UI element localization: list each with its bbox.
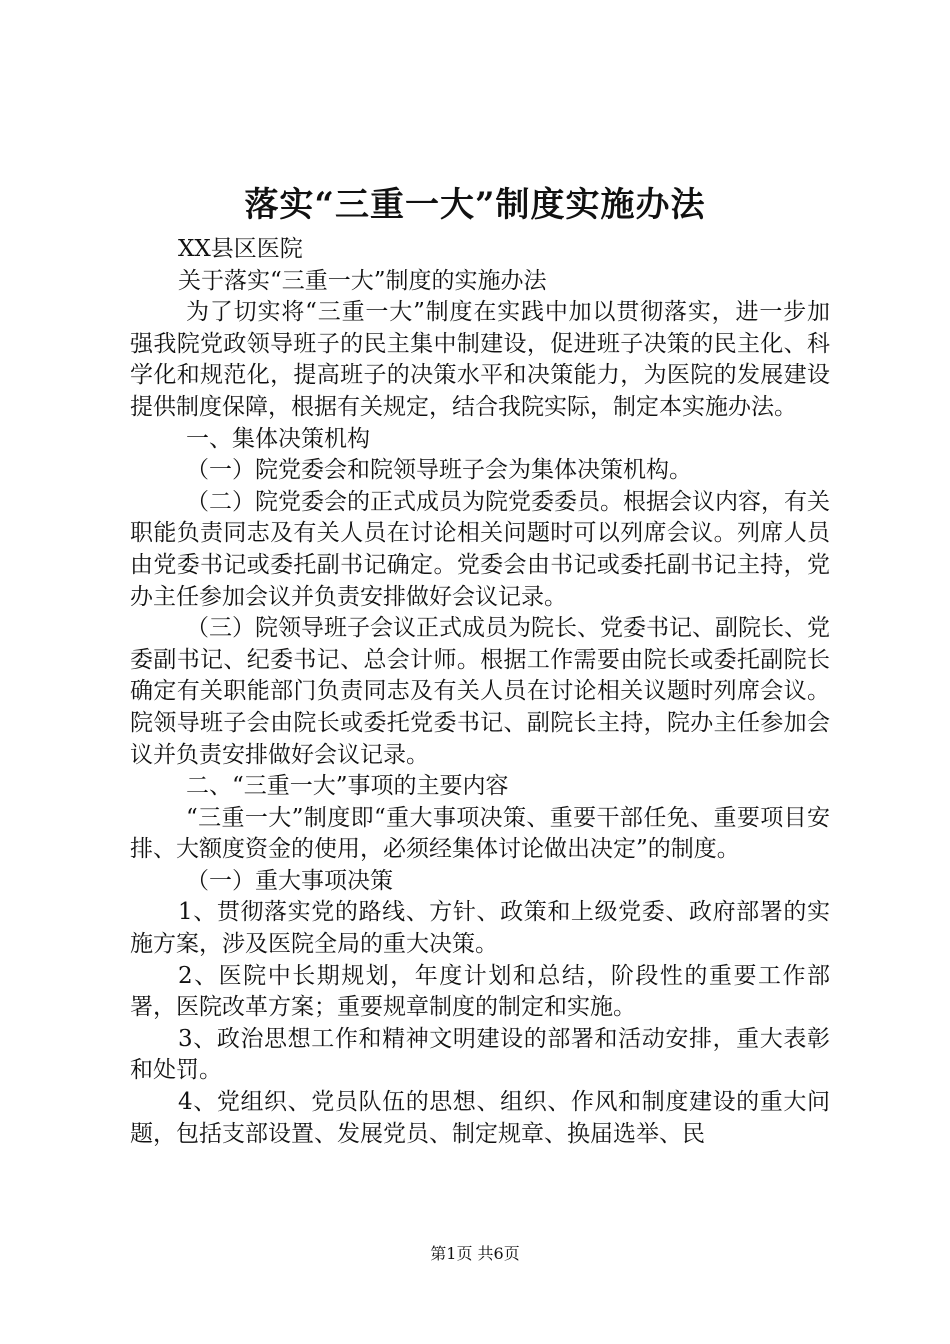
paragraph: （二）院党委会的正式成员为院党委委员。根据会议内容，有关职能负责同志及有关人员在讨论相关问题时可以列席会议。列席人员由党委书记或委托副书记确定。党委会由书记或委托副书记主持，党办主任参加会议并负责安排做好会议记录。 bbox=[130, 488, 830, 610]
document-title: 落实“三重一大”制度实施办法 bbox=[244, 185, 706, 225]
paragraph: XX县区医院 bbox=[178, 236, 303, 262]
page-number-footer: 第1页 共6页 bbox=[430, 1244, 520, 1263]
paragraph: “三重一大”制度即“重大事项决策、重要干部任免、重要项目安排、大额度资金的使用，必须经集体讨论做出决定”的制度。 bbox=[130, 804, 830, 863]
paragraph: （三）院领导班子会议正式成员为院长、党委书记、副院长、党委副书记、纪委书记、总会计师。根据工作需要由院长或委托副院长确定有关职能部门负责同志及有关人员在讨论相关议题时列席会议。院领导班子会由院长或委托党委书记、副院长主持，院办主任参加会议并负责安排做好会议记录。 bbox=[130, 615, 830, 768]
document-body bbox=[130, 234, 830, 1150]
subsection-heading: （一）重大事项决策 bbox=[186, 867, 393, 894]
list-item: 2、医院中长期规划，年度计划和总结，阶段性的重要工作部署，医院改革方案；重要规章制度的制定和实施。 bbox=[130, 962, 830, 1021]
section-heading: 一、集体决策机构 bbox=[186, 425, 370, 452]
list-item: 3、政治思想工作和精神文明建设的部署和活动安排，重大表彰和处罚。 bbox=[130, 1025, 830, 1084]
paragraph: （一）院党委会和院领导班子会为集体决策机构。 bbox=[186, 457, 692, 484]
paragraph: 关于落实“三重一大”制度的实施办法 bbox=[178, 267, 547, 294]
paragraph: 为了切实将“三重一大”制度在实践中加以贯彻落实，进一步加强我院党政领导班子的民主集中制建设，促进班子决策的民主化、科学化和规范化，提高班子的决策水平和决策能力，为医院的发展建设提供制度保障，根据有关规定，结合我院实际，制定本实施办法。 bbox=[130, 299, 830, 420]
list-item: 1、贯彻落实党的路线、方针、政策和上级党委、政府部署的实施方案，涉及医院全局的重大决策。 bbox=[130, 899, 830, 958]
section-heading: 二、“三重一大”事项的主要内容 bbox=[186, 773, 509, 800]
list-item: 4、党组织、党员队伍的思想、组织、作风和制度建设的重大问题，包括支部设置、发展党员、制定规章、换届选举、民 bbox=[130, 1089, 830, 1147]
